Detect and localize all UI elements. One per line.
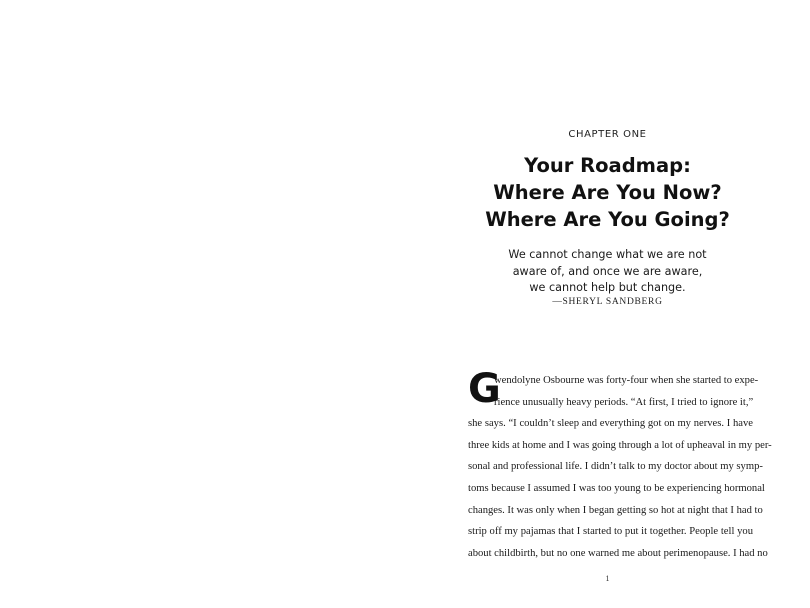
chapter-label: CHAPTER ONE bbox=[568, 129, 647, 140]
chapter-title-line: Where Are You Going? bbox=[485, 208, 730, 231]
page-number: 1 bbox=[605, 574, 610, 583]
chapter-title bbox=[405, 152, 810, 233]
epigraph-line: We cannot change what we are not bbox=[508, 248, 707, 261]
body-line: rience unusually heavy periods. “At first, I tried to ignore it,” bbox=[494, 396, 754, 408]
epigraph-attribution: —SHERYL SANDBERG bbox=[552, 297, 663, 307]
drop-cap: G bbox=[468, 366, 501, 412]
chapter-title-line: Where Are You Now? bbox=[493, 181, 722, 204]
epigraph-line: we cannot help but change. bbox=[529, 281, 686, 294]
chapter-title-line: Your Roadmap: bbox=[524, 154, 691, 177]
body-line: about childbirth, but no one warned me about perimenopause. I had no bbox=[468, 547, 768, 559]
right-page bbox=[405, 0, 810, 608]
body-line: wendolyne Osbourne was forty-four when she started to expe- bbox=[494, 375, 759, 386]
body-line: she says. “I couldn’t sleep and everything got on my nerves. I have bbox=[468, 418, 753, 430]
body-line: sonal and professional life. I didn’t talk to my doctor about my symp- bbox=[468, 461, 763, 473]
epigraph-quote bbox=[405, 247, 810, 297]
body-line: strip off my pajamas that I started to put it together. People tell you bbox=[468, 526, 753, 538]
body-paragraph bbox=[468, 366, 772, 564]
epigraph-line: aware of, and once we are aware, bbox=[512, 264, 703, 278]
body-line: changes. It was only when I began getting so hot at night that I had to bbox=[468, 504, 763, 516]
body-line: toms because I assumed I was too young to be experiencing hormonal bbox=[468, 482, 765, 494]
body-line: three kids at home and I was going through a lot of upheaval in my per- bbox=[468, 439, 772, 451]
